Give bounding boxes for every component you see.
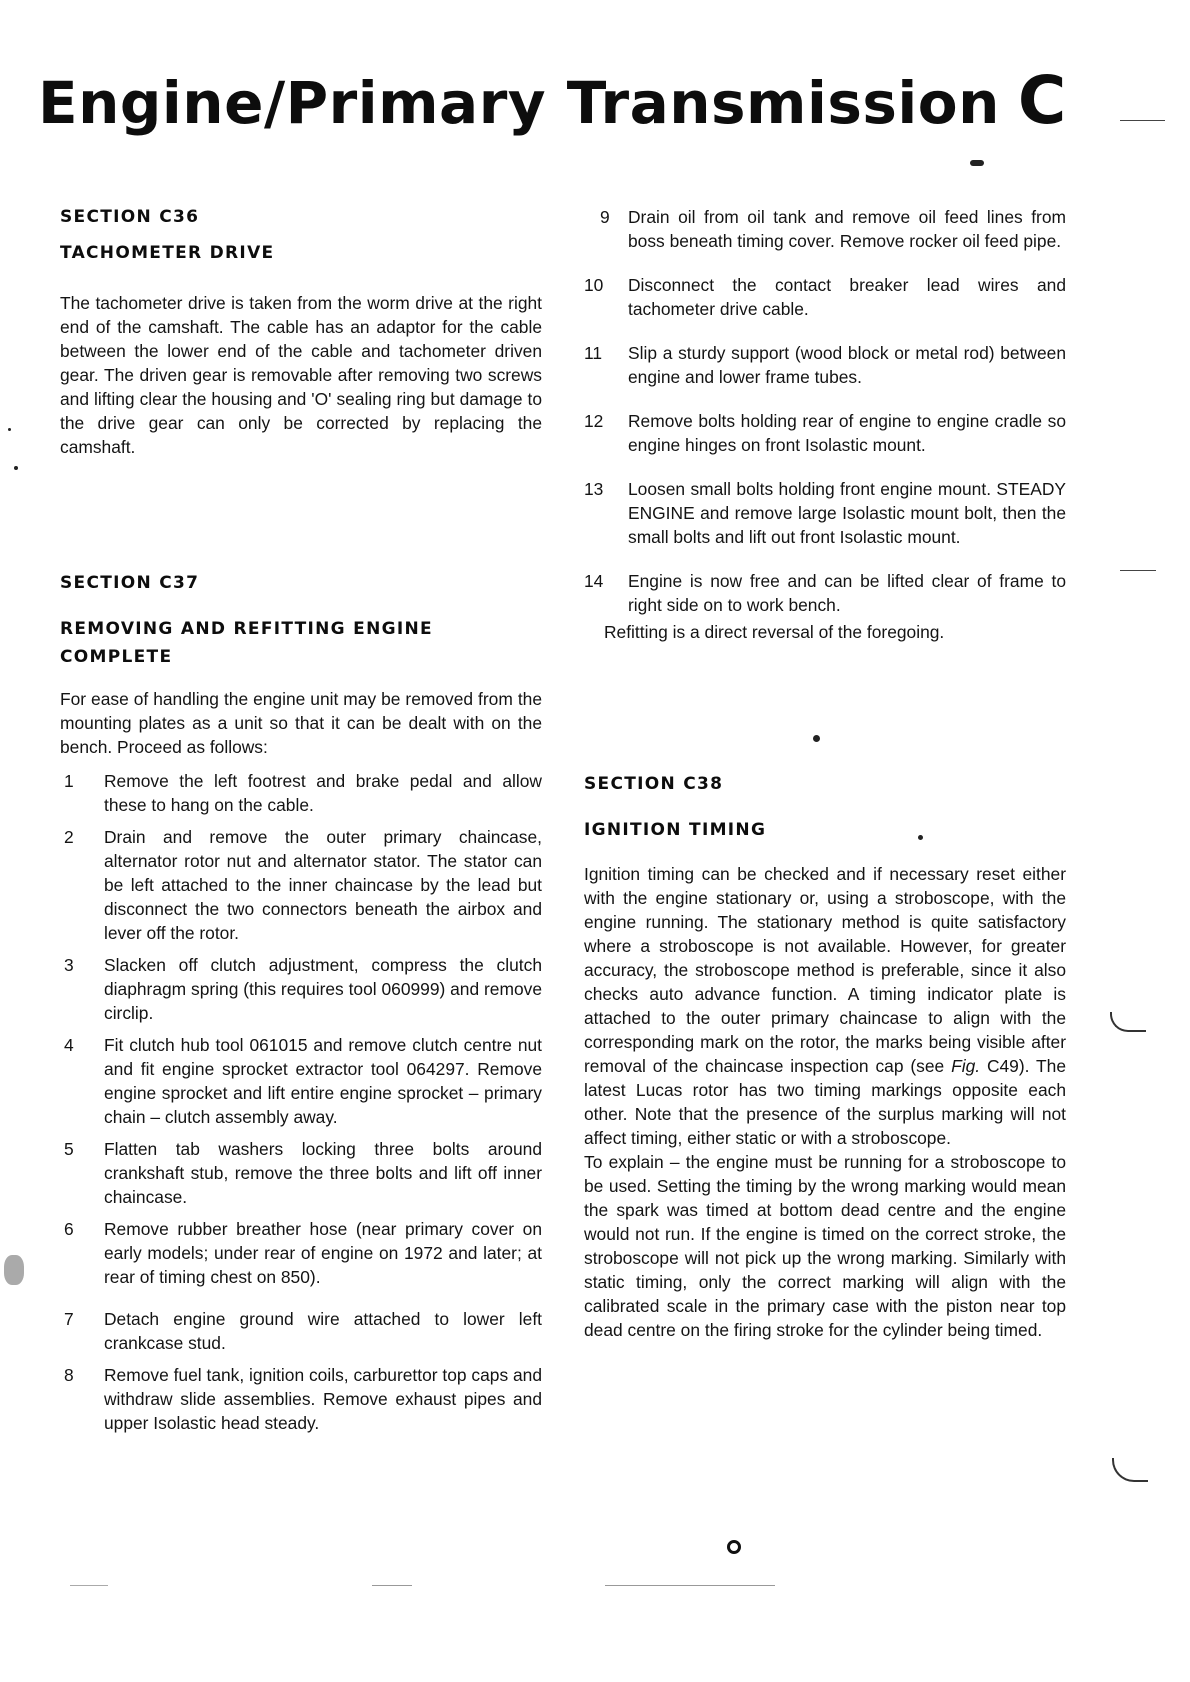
step-text: Remove bolts holding rear of engine to engine cradle so engine hinges on front Isolastic mount. bbox=[628, 411, 1066, 455]
step-text: Remove rubber breather hose (near primary cover on early models; under rear of engine on 1972 and later; at rear of timing chest on 850). bbox=[104, 1219, 542, 1287]
step-number: 1 bbox=[64, 771, 74, 791]
step-number: 11 bbox=[584, 343, 603, 363]
section-c37-title: REMOVING AND REFITTING ENGINE COMPLETE bbox=[60, 619, 433, 667]
step-number: 8 bbox=[64, 1365, 74, 1385]
scan-speck bbox=[918, 835, 923, 840]
section-c38-body-2: To explain – the engine must be running for a stroboscope to be used. Setting the timing by the wrong marking would mean the spark was timed at bottom dead centre and the engine would not run. If the engine is timed on the correct stroke, the stroboscope will not pick up the wrong marking. Similarly with static timing, only the correct marking will align with the calibrated scale in the primary case with the piston near top dead centre on the firing stroke for the cylinder being timed. bbox=[584, 1152, 1066, 1340]
page-marker-circle bbox=[727, 1540, 741, 1554]
scan-speck bbox=[4, 1255, 24, 1285]
step-number: 10 bbox=[584, 275, 604, 295]
section-c37-steps-continued bbox=[584, 205, 1066, 617]
body-1-text: Ignition timing can be checked and if necessary reset either with the engine stationary or, using a stroboscope, with the engine running. The stationary method is quite satisfactory where a stroboscope is not available. However, for greater accuracy, the stroboscope method is preferable, since it also checks auto advance function. A timing indicator plate is attached to the outer primary chaincase to align with the corresponding mark on the rotor, the marks being visible after removal of the chaincase inspection cap (see bbox=[584, 864, 1066, 1076]
scan-rule bbox=[1120, 570, 1156, 571]
step-number: 4 bbox=[64, 1035, 74, 1055]
scan-rule bbox=[605, 1585, 775, 1586]
scan-rule bbox=[1120, 120, 1165, 121]
step-number: 3 bbox=[64, 955, 74, 975]
step-number: 13 bbox=[584, 479, 604, 499]
section-c37 bbox=[60, 571, 542, 1435]
title-text: Engine/Primary Transmission bbox=[38, 69, 1000, 137]
step-item bbox=[60, 953, 542, 1025]
step-text: Engine is now free and can be lifted clear of frame to right side on to work bench. bbox=[628, 571, 1066, 615]
step-number: 7 bbox=[64, 1309, 74, 1329]
scan-speck bbox=[813, 735, 820, 742]
step-item bbox=[584, 341, 1066, 389]
step-text: Slacken off clutch adjustment, compress the clutch diaphragm spring (this requires tool 060999) and remove circlip. bbox=[104, 955, 542, 1023]
step-item bbox=[584, 477, 1066, 549]
step-text: Flatten tab washers locking three bolts around crankshaft stub, remove the three bolts and lift off inner chaincase. bbox=[104, 1139, 542, 1207]
scan-speck bbox=[970, 160, 984, 166]
step-item bbox=[60, 1217, 542, 1289]
step-item bbox=[60, 1137, 542, 1209]
step-item bbox=[584, 409, 1066, 457]
figure-ref: Fig. bbox=[951, 1056, 981, 1076]
scan-bracket bbox=[1110, 1012, 1146, 1032]
step-text: Remove the left footrest and brake pedal and allow these to hang on the cable. bbox=[104, 771, 542, 815]
step-text: Drain and remove the outer primary chaincase, alternator rotor nut and alternator stator. The stator can be left attached to the inner chaincase by the lead but disconnect the two connectors beneath the airbox and lever off the rotor. bbox=[104, 827, 542, 943]
step-item bbox=[584, 569, 1066, 617]
section-letter: C bbox=[1017, 62, 1067, 139]
left-column bbox=[60, 205, 542, 1435]
section-c36-title: TACHOMETER DRIVE bbox=[60, 243, 275, 263]
scan-rule bbox=[70, 1585, 108, 1586]
body-1-tail: C49). The latest Lucas rotor has two timing markings opposite each other. Note that the presence of the surplus marking will not affect timing, either static or with a stroboscope. bbox=[584, 1056, 1066, 1148]
section-c36 bbox=[60, 205, 542, 459]
step-item bbox=[60, 1307, 542, 1355]
scan-rule bbox=[372, 1585, 412, 1586]
refitting-note: Refitting is a direct reversal of the foregoing. bbox=[604, 622, 945, 642]
scan-speck bbox=[14, 466, 18, 470]
section-c36-label: SECTION C36 bbox=[60, 207, 200, 227]
step-number: 14 bbox=[584, 571, 604, 591]
section-c38-body-1 bbox=[584, 862, 1066, 1150]
scan-bracket bbox=[1112, 1458, 1148, 1482]
step-number: 5 bbox=[64, 1139, 74, 1159]
step-item bbox=[60, 1033, 542, 1129]
section-c37-label: SECTION C37 bbox=[60, 573, 200, 593]
section-c38-title: IGNITION TIMING bbox=[584, 820, 767, 840]
scan-speck bbox=[8, 428, 11, 431]
step-item bbox=[584, 273, 1066, 321]
section-c38 bbox=[584, 772, 1066, 1342]
step-text: Slip a sturdy support (wood block or metal rod) between engine and lower frame tubes. bbox=[628, 343, 1066, 387]
right-column bbox=[584, 205, 1066, 1342]
section-c37-intro: For ease of handling the engine unit may be removed from the mounting plates as a unit so that it can be dealt with on the bench. Proceed as follows: bbox=[60, 689, 542, 757]
step-item bbox=[60, 825, 542, 945]
step-number: 9 bbox=[600, 207, 610, 227]
step-number: 6 bbox=[64, 1219, 74, 1239]
section-c36-body: The tachometer drive is taken from the worm drive at the right end of the camshaft. The cable has an adaptor for the cable between the lower end of the cable and tachometer driven gear. The driven gear is removable after removing two screws and lifting clear the housing and 'O' sealing ring but damage to the drive gear can only be corrected by replacing the camshaft. bbox=[60, 293, 542, 457]
section-c37-steps bbox=[60, 769, 542, 1435]
step-text: Drain oil from oil tank and remove oil feed lines from boss beneath timing cover. Remove rocker oil feed pipe. bbox=[628, 207, 1066, 251]
step-item bbox=[60, 769, 542, 817]
step-text: Remove fuel tank, ignition coils, carburettor top caps and withdraw slide assemblies. Remove exhaust pipes and upper Isolastic head steady. bbox=[104, 1365, 542, 1433]
step-number: 2 bbox=[64, 827, 74, 847]
step-text: Detach engine ground wire attached to lower left crankcase stud. bbox=[104, 1309, 542, 1353]
step-text: Disconnect the contact breaker lead wires and tachometer drive cable. bbox=[628, 275, 1066, 319]
page-title bbox=[38, 62, 1067, 139]
step-text: Fit clutch hub tool 061015 and remove clutch centre nut and fit engine sprocket extractor tool 064297. Remove engine sprocket and lift entire engine sprocket – primary chain – clutch assembly away. bbox=[104, 1035, 542, 1127]
section-c38-label: SECTION C38 bbox=[584, 774, 724, 794]
step-item bbox=[60, 1363, 542, 1435]
step-text: Loosen small bolts holding front engine mount. STEADY ENGINE and remove large Isolastic mount bolt, then the small bolts and lift out front Isolastic mount. bbox=[628, 479, 1066, 547]
step-number: 12 bbox=[584, 411, 604, 431]
step-item bbox=[584, 205, 1066, 253]
